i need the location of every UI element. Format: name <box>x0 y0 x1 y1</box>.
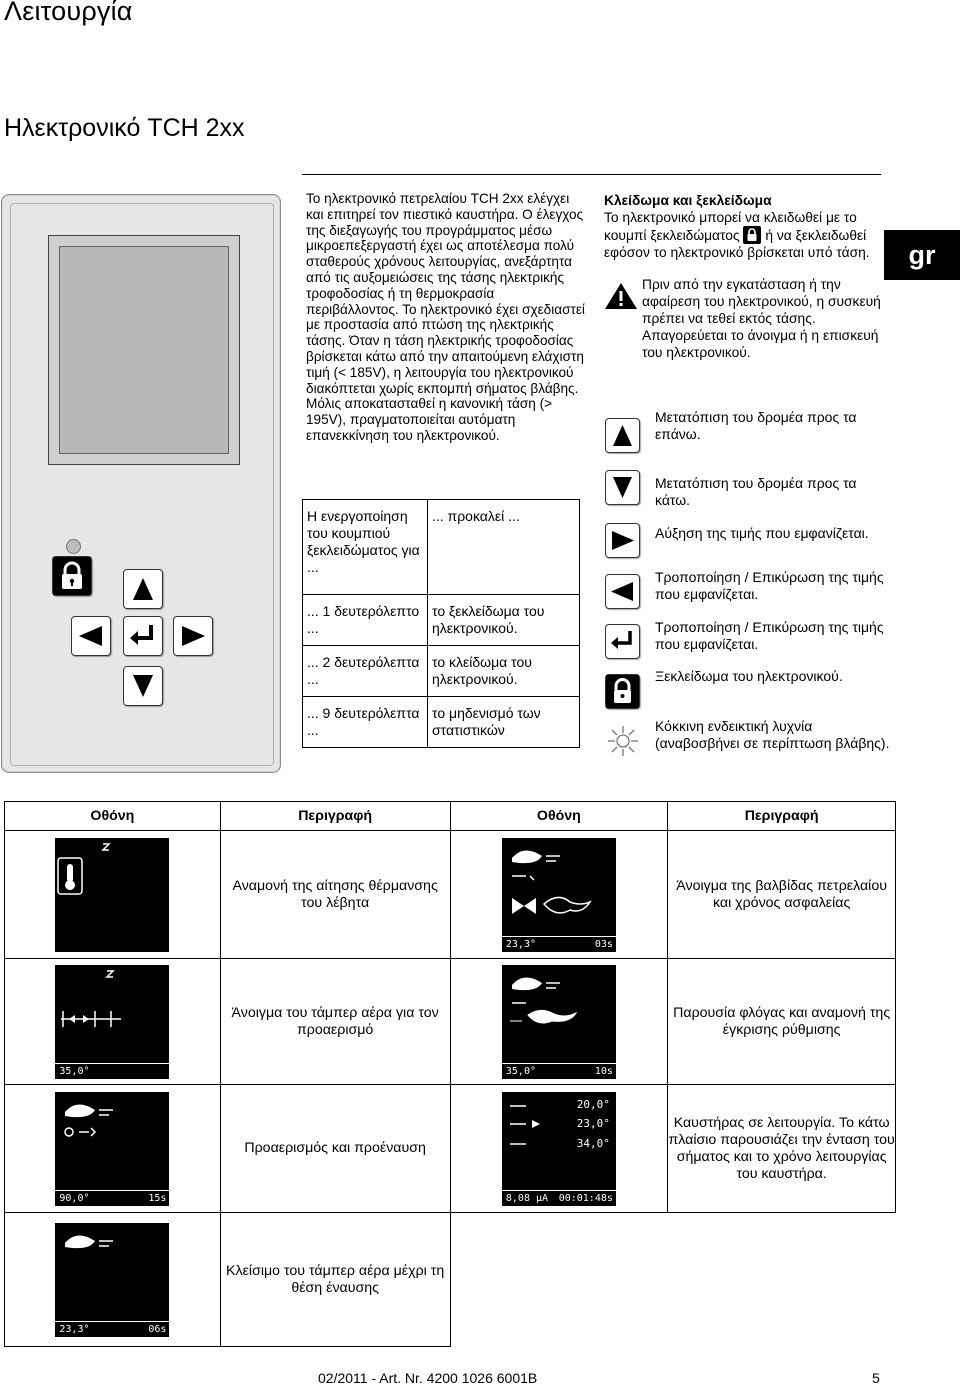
screen-cell <box>450 831 668 959</box>
lock-heading: Κλείδωμα και ξεκλείδωμα <box>604 193 772 208</box>
table-header-row: Οθόνη Περιγραφή Οθόνη Περιγραφή <box>5 802 896 831</box>
lcd-screen: 35,0° 10s <box>502 965 616 1079</box>
arrow-right-icon <box>605 523 640 558</box>
key-legend-left: Τροποποίηση / Επικύρωση της τιμής που εμφανίζεται. <box>655 569 884 602</box>
arrow-down-icon <box>605 470 640 505</box>
key-legend-enter: Τροποποίηση / Επικύρωση της τιμής που εμφανίζεται. <box>655 619 884 652</box>
damper-icon <box>55 965 169 1079</box>
table-row: ... 1 δευτερόλεπτο ... το ξεκλείδωμα του ηλεκτρονικού. <box>303 595 580 646</box>
enter-icon <box>605 624 640 659</box>
page-number: 5 <box>872 1370 880 1386</box>
key-legend-up: Μετατόπιση του δρομέα προς τα επάνω. <box>655 409 857 442</box>
warning-icon <box>604 282 638 310</box>
lock-icon <box>743 226 761 244</box>
key-legend-down: Μετατόπιση του δρομέα προς τα κάτω. <box>655 475 857 508</box>
screen-cell <box>5 831 221 959</box>
language-tab: gr <box>884 230 960 280</box>
lock-text: Το ηλεκτρονικό μπορεί να κλειδωθεί με το κουμπί ξεκλειδώματος ή να ξεκλειδωθεί εφόσον το ηλεκτρονικό βρίσκεται υπό τάση. <box>604 210 870 260</box>
table-row: ... 2 δευτερόλεπτα ... το κλείδωμα του ηλεκτρονικού. <box>303 646 580 697</box>
key-legend-led: Κόκκινη ενδεικτική λυχνία (αναβοσβήνει σε περίπτωση βλάβης). <box>655 718 890 751</box>
panel-down-key <box>123 666 163 706</box>
section-title: Λειτουργία <box>4 0 133 26</box>
lcd-screen: 20,0° 23,0° 34,0° 8,08 µA 00:01:48s <box>502 1092 616 1206</box>
lock-key-icon <box>605 674 640 709</box>
damper-close-icon <box>55 1223 169 1337</box>
table-row: 35,0° Άνοιγμα του τάμπερ αέρα για τον προαερισμό 35,0° 10s Παρουσία φλόγας και αναμονή της έγκρισης ρύθμισης <box>5 959 896 1085</box>
screen-cell <box>5 959 221 1085</box>
table-row: Η ενεργοποίηση του κουμπιού ξεκλειδώματος για ... ... προκαλεί ... <box>303 500 580 595</box>
table-row: 90,0° 15s Προαερισμός και προέναυση 20,0° 23,0° 34,0° 8,08 µA 00:01:48s Καυστήρας σε λειτουργία. Το κάτω πλαίσιο παρουσιάζει την ένταση του σήματος και το χρόνο λειτουργίας του καυστήρα. <box>5 1085 896 1213</box>
page-heading: Ηλεκτρονικό TCH 2xx <box>4 114 245 142</box>
intro-paragraph: Το ηλεκτρονικό πετρελαίου TCH 2xx ελέγχει και επιτηρεί τον πιεστικό καυστήρα. Ο έλεγχος της διεξαγωγής του προγράμματος μέσω μικροεπεξεργαστή έχει ως αποτέλεσμα πολύ σταθερούς χρόνους λειτουργίας, ανεξάρτητα από τις αυξομειώσεις της τάσης ηλεκτρικής τροφοδοσίας ή τη θερμοκρασία περιβάλλοντος. Το ηλεκτρονικό έχει σχεδιαστεί με προστασία από πτώση της ηλεκτρικής τάσης. Όταν η τάση ηλεκτρικής τροφοδοσίας βρίσκεται κάτω από την απαιτούμενη ελάχιστη τιμή (< 185V), η λειτουργία του ηλεκτρονικού διακόπτεται χωρίς εκπομπή σήματος βλάβης. Μόλις αποκατασταθεί η κανονική τάση (> 195V), πραγματοποιείται αυτόματη επανεκκίνηση του ηλεκτρονικού. <box>306 191 585 443</box>
arrow-up-icon <box>605 418 640 453</box>
fan-icon <box>55 1092 169 1206</box>
flame-icon <box>502 965 616 1079</box>
display-screens-table <box>4 801 896 1347</box>
divider <box>302 174 881 175</box>
panel-right-key <box>173 616 213 656</box>
screen-cell <box>450 1085 668 1213</box>
panel-up-key <box>123 569 163 609</box>
screen-cell <box>5 1213 221 1347</box>
panel-enter-key <box>123 616 163 656</box>
footer-article-number: 02/2011 - Art. Nr. 4200 1026 6001B <box>318 1370 538 1386</box>
table-row: Αναμονή της αίτησης θέρμανσης του λέβητα 23,3° 03s Άνοιγμα της βαλβίδας πετρελαίου και χρόνος ασφαλείας <box>5 831 896 959</box>
key-legend-lock: Ξεκλείδωμα του ηλεκτρονικού. <box>655 668 843 684</box>
lcd-screen: 35,0° <box>55 965 169 1079</box>
thermometer-icon <box>55 838 169 952</box>
panel-lock-key <box>52 556 92 596</box>
screen-cell <box>450 959 668 1085</box>
lcd-screen: 23,3° 06s <box>55 1223 169 1337</box>
key-legend-right: Αύξηση της τιμής που εμφανίζεται. <box>655 525 869 541</box>
table-row: ... 9 δευτερόλεπτα ... το μηδενισμό των στατιστικών <box>303 697 580 748</box>
lcd-screen: 23,3° 03s <box>502 838 616 952</box>
panel-left-key <box>71 616 111 656</box>
arrow-left-icon <box>605 574 640 609</box>
led-icon <box>607 725 639 757</box>
control-panel-illustration <box>1 194 281 773</box>
screen-cell <box>5 1085 221 1213</box>
lcd-screen <box>55 838 169 952</box>
panel-display <box>48 235 240 465</box>
panel-led-icon <box>66 539 81 554</box>
table-row: 23,3° 06s Κλείσιμο του τάμπερ αέρα μέχρι τη θέση έναυσης <box>5 1213 896 1347</box>
flame-valve-icon <box>502 838 616 952</box>
warning-text: Πριν από την εγκατάσταση ή την αφαίρεση του ηλεκτρονικού, η συσκευή πρέπει να τεθεί εκτός τάσης. Απαγορεύεται το άνοιγμα ή η επισκευή του ηλεκτρονικού. <box>642 277 881 360</box>
lcd-screen: 90,0° 15s <box>55 1092 169 1206</box>
key-press-table <box>302 499 580 748</box>
